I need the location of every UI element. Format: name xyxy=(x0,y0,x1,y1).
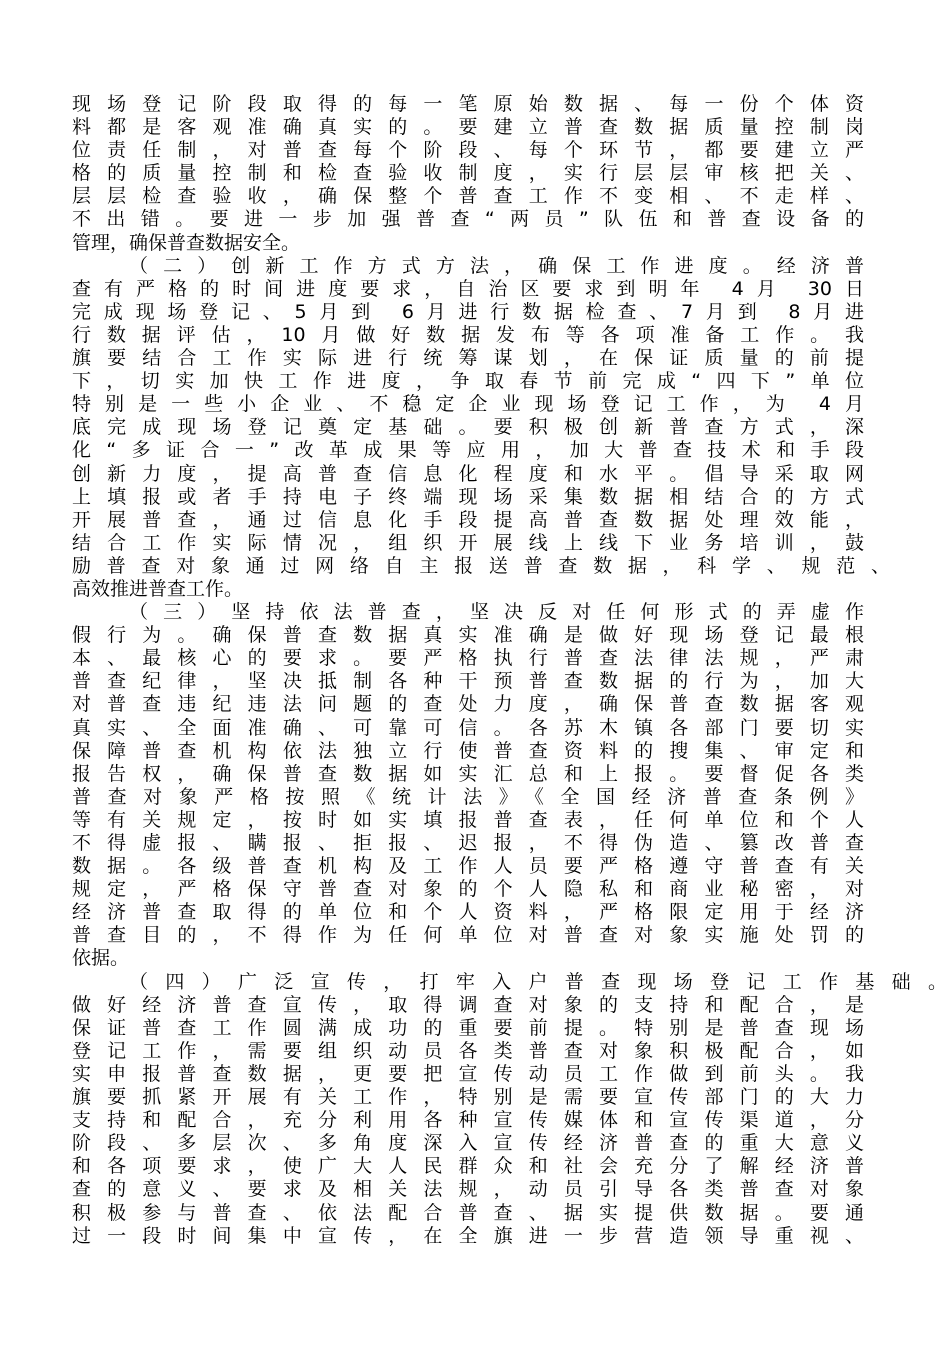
text-line: 阶段、多层次、多角度深入宣传经济普查的重大意义 xyxy=(72,1132,864,1155)
text-line: 假行为。确保普查数据真实准确是做好现场登记最根 xyxy=(72,624,864,647)
text-line: 化“多证合一”改革成果等应用，加大普查技术和手段 xyxy=(72,439,864,462)
text-line: 做好经济普查宣传，取得调查对象的支持和配合，是 xyxy=(72,993,864,1016)
text-line: 位责任制，对普查每个阶段、每个环节，都要建立严 xyxy=(72,139,864,162)
text-line: 层层检查验收，确保整个普查工作不变相、不走样、 xyxy=(72,185,864,208)
text-line: 旗要结合工作实际进行统筹谋划，在保证质量的前提 xyxy=(72,347,864,370)
text-line: 普查对象严格按照《统计法》《全国经济普查条例》 xyxy=(72,785,864,808)
text-line: 格的质量控制和检查验收制度，实行层层审核把关、 xyxy=(72,162,864,185)
text-line: 真实、全面准确、可靠可信。各苏木镇各部门要切实 xyxy=(72,716,864,739)
text-line: 数据。各级普查机构及工作人员要严格遵守普查有关 xyxy=(72,855,864,878)
text-line: 特别是一些小企业、不稳定企业现场登记工作，为 4月 xyxy=(72,393,864,416)
text-line: 本、最核心的要求。要严格执行普查法律法规，严肃 xyxy=(72,647,864,670)
text-line: 不出错。要进一步加强普查“两员”队伍和普查设备的 xyxy=(72,208,864,231)
text-line: 普查纪律，坚决抵制各种干预普查数据的行为，加大 xyxy=(72,670,864,693)
text-line: 现场登记阶段取得的每一笔原始数据、每一份个体资 xyxy=(72,93,864,115)
text-line: 保证普查工作圆满成功的重要前提。特别是普查现场 xyxy=(72,1016,864,1039)
text-line: 上填报或者手持电子终端现场采集数据相结合的方式 xyxy=(72,485,864,508)
text-line: 管理，确保普查数据安全。 xyxy=(72,231,301,254)
text-line: 依据。 xyxy=(72,947,130,970)
text-line: 行数据评估，10月做好数据发布等各项准备工作。我 xyxy=(72,323,864,346)
text-line: 底完成现场登记奠定基础。要积极创新普查方式，深 xyxy=(72,416,864,439)
text-line: 结合工作实际情况，组织开展线上线下业务培训，鼓 xyxy=(72,531,864,554)
text-line: 旗要抓紧开展有关工作，特别是需要宣传部门的大力 xyxy=(72,1086,864,1109)
text-line: 开展普查，通过信息化手段提高普查数据处理效能， xyxy=(72,508,864,531)
text-line: 规定，严格保守普查对象的个人隐私和商业秘密，对 xyxy=(72,878,864,901)
text-line: 下，切实加快工作进度，争取春节前完成“四下”单位 xyxy=(72,370,864,393)
document-body xyxy=(72,93,947,1248)
text-line: 查的意义、要求及相关法规，动员引导各类普查对象 xyxy=(72,1178,864,1201)
text-line: 报告权，确保普查数据如实汇总和上报。要督促各类 xyxy=(72,762,864,785)
text-line: 完成现场登记、5月到 6月进行数据检查、7月到 8月进 xyxy=(72,300,864,323)
text-line: 实申报普查数据，更要把宣传动员工作做到前头。我 xyxy=(72,1062,864,1085)
section-heading-3: （三）坚持依法普查，坚决反对任何形式的弄虚作 xyxy=(129,601,864,624)
text-line: 不得虚报、瞒报、拒报、迟报，不得伪造、篡改普查 xyxy=(72,832,864,854)
section-heading-4: （四）广泛宣传，打牢入户普查现场登记工作基础。 xyxy=(129,970,947,993)
text-line: 创新力度，提高普查信息化程度和水平。倡导采取网 xyxy=(72,462,864,485)
text-line: 料都是客观准确真实的。要建立普查数据质量控制岗 xyxy=(72,116,864,139)
text-line: 查有严格的时间进度要求，自治区要求到明年 4月 30日 xyxy=(72,277,864,300)
text-line: 积极参与普查、依法配合普查、据实提供数据。要通 xyxy=(72,1201,864,1224)
text-line: 高效推进普查工作。 xyxy=(72,577,244,600)
text-line: 保障普查机构依法独立行使普查资料的搜集、审定和 xyxy=(72,739,864,762)
text-line: 登记工作，需要组织动员各类普查对象积极配合，如 xyxy=(72,1039,864,1062)
text-line: 经济普查取得的单位和个人资料，严格限定用于经济 xyxy=(72,901,864,924)
text-line: 等有关规定，按时如实填报普查表，任何单位和个人 xyxy=(72,808,864,831)
text-line: 励普查对象通过网络自主报送普查数据，科学、规范、 xyxy=(72,554,890,577)
text-line: 对普查违纪违法问题的查处力度，确保普查数据客观 xyxy=(72,693,864,716)
text-line: 支持和配合，充分利用各种宣传媒体和宣传渠道，分 xyxy=(72,1109,864,1132)
text-line: 过一段时间集中宣传，在全旗进一步营造领导重视、 xyxy=(72,1224,864,1247)
section-heading-2: （二）创新工作方式方法，确保工作进度。经济普 xyxy=(129,254,864,277)
text-line: 普查目的，不得作为任何单位对普查对象实施处罚的 xyxy=(72,924,864,947)
text-line: 和各项要求，使广大人民群众和社会充分了解经济普 xyxy=(72,1155,864,1178)
